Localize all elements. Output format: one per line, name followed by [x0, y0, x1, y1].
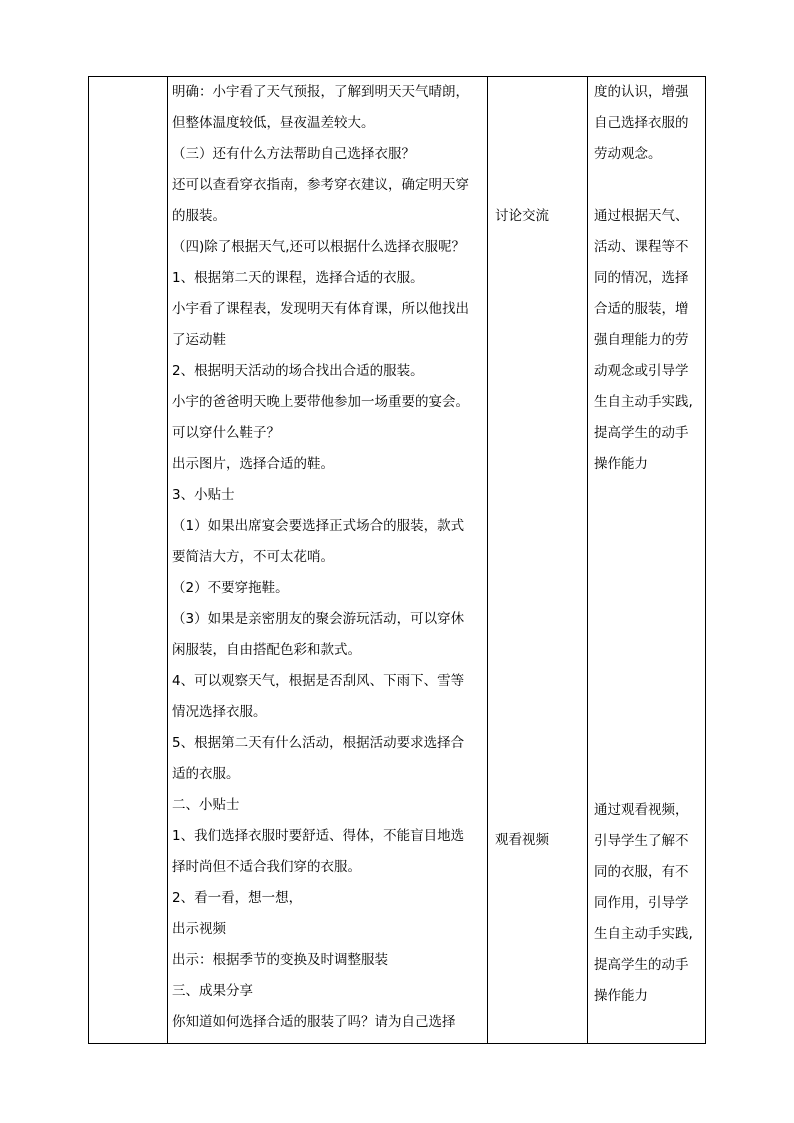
- intent-line: 通过根据天气、: [594, 208, 689, 224]
- intent-line: 动观念或引导学: [594, 363, 689, 379]
- content-line: （三）还有什么方法帮助自己选择衣服？: [172, 146, 415, 162]
- content-line: 可以穿什么鞋子？: [172, 425, 280, 441]
- content-line: 还可以查看穿衣指南，参考穿衣建议，确定明天穿: [172, 177, 469, 193]
- intent-line: 劳动观念。: [594, 146, 662, 162]
- intent-line: 合适的服装，增: [594, 301, 689, 317]
- content-line: 2、根据明天活动的场合找出合适的服装。: [172, 363, 424, 379]
- content-line: 三、成果分享: [172, 983, 253, 999]
- content-line: 1、根据第二天的课程，选择合适的衣服。: [172, 270, 424, 286]
- design-intent-block-3: [594, 795, 704, 1012]
- activity-discussion: 讨论交流: [495, 208, 549, 224]
- intent-line: 强自理能力的劳: [594, 332, 689, 348]
- teaching-content-column: [172, 77, 484, 1038]
- content-line: 你知道如何选择合适的服装了吗？请为自己选择: [172, 1014, 456, 1030]
- content-line: （2）不要穿拖鞋。: [172, 580, 289, 596]
- content-line: 适的衣服。: [172, 766, 240, 782]
- intent-line: 生自主动手实践,: [594, 926, 693, 942]
- intent-line: 操作能力: [594, 456, 648, 472]
- content-line: 明确：小宇看了天气预报，了解到明天天气晴朗，: [172, 84, 469, 100]
- content-line: 闲服装，自由搭配色彩和款式。: [172, 642, 361, 658]
- design-intent-block-1: [594, 77, 704, 170]
- content-line: 情况选择衣服。: [172, 704, 267, 720]
- content-line: 小宇的爸爸明天晚上要带他参加一场重要的宴会。: [172, 394, 469, 410]
- content-line: 5、根据第二天有什么活动，根据活动要求选择合: [172, 735, 465, 751]
- content-line: （3）如果是亲密朋友的聚会游玩活动，可以穿休: [172, 611, 465, 627]
- content-line: 2、看一看，想一想，: [172, 890, 303, 906]
- intent-line: 自己选择衣服的: [594, 115, 689, 131]
- intent-line: 度的认识，增强: [594, 84, 689, 100]
- intent-line: 同的衣服，有不: [594, 864, 689, 880]
- content-line: 了运动鞋: [172, 332, 226, 348]
- design-intent-block-2: [594, 201, 704, 480]
- table-divider-3: [587, 76, 588, 1044]
- table-divider-2: [487, 76, 488, 1044]
- intent-line: 活动、课程等不: [594, 239, 689, 255]
- content-line: 但整体温度较低，昼夜温差较大。: [172, 115, 375, 131]
- intent-line: 操作能力: [594, 988, 648, 1004]
- content-line: 的服装。: [172, 208, 226, 224]
- intent-line: 生自主动手实践,: [594, 394, 693, 410]
- content-line: 1、我们选择衣服时要舒适、得体，不能盲目地选: [172, 828, 465, 844]
- intent-line: 提高学生的动手: [594, 957, 689, 973]
- table-border-left: [88, 76, 89, 1044]
- content-line: 4、可以观察天气，根据是否刮风、下雨下、雪等: [172, 673, 465, 689]
- content-line: 要简洁大方，不可太花哨。: [172, 549, 334, 565]
- table-bottom-border: [88, 1043, 706, 1044]
- content-line: （四)除了根据天气,还可以根据什么选择衣服呢？: [172, 239, 466, 255]
- content-line: 出示：根据季节的变换及时调整服装: [172, 952, 388, 968]
- table-divider-1: [167, 76, 168, 1044]
- intent-line: 引导学生了解不: [594, 833, 689, 849]
- content-line: 出示图片，选择合适的鞋。: [172, 456, 334, 472]
- content-line: （1）如果出席宴会要选择正式场合的服装，款式: [172, 518, 465, 534]
- intent-line: 同的情况，选择: [594, 270, 689, 286]
- intent-line: 同作用，引导学: [594, 895, 689, 911]
- content-line: 二、小贴士: [172, 797, 240, 813]
- content-line: 小宇看了课程表，发现明天有体育课，所以他找出: [172, 301, 469, 317]
- content-line: 3、小贴士: [172, 487, 235, 503]
- intent-line: 通过观看视频，: [594, 802, 689, 818]
- content-line: 择时尚但不适合我们穿的衣服。: [172, 859, 361, 875]
- content-line: 出示视频: [172, 921, 226, 937]
- table-border-right: [705, 76, 706, 1044]
- intent-line: 提高学生的动手: [594, 425, 689, 441]
- activity-watch-video: 观看视频: [495, 832, 549, 848]
